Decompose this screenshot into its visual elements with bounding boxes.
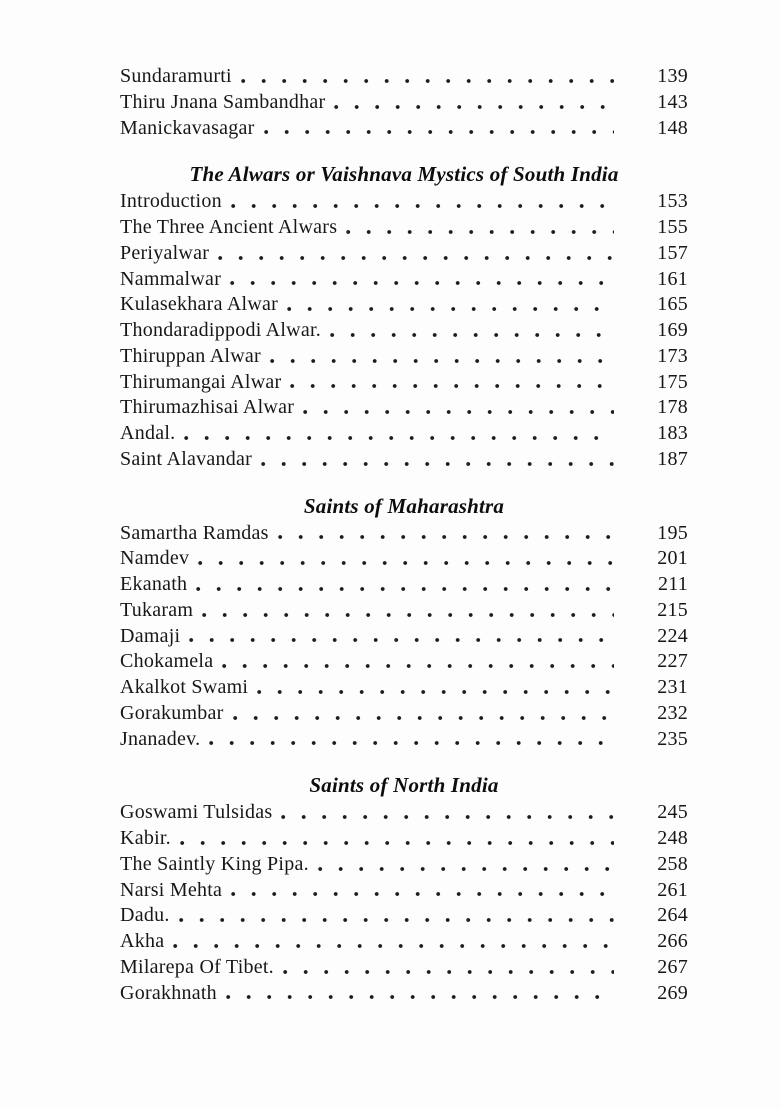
dot-leader	[270, 358, 614, 364]
entry-title: Tukaram	[120, 598, 194, 621]
section-entries	[120, 521, 688, 753]
entry-title: Thirumazhisai Alwar	[120, 396, 295, 419]
dot-leader	[261, 461, 614, 467]
entry-title: Periyalwar	[120, 241, 210, 264]
entry-page-number: 139	[657, 65, 688, 87]
toc-entry	[120, 116, 688, 142]
entry-page-number: 224	[657, 624, 688, 647]
toc-section	[120, 64, 688, 141]
dot-leader	[287, 306, 614, 312]
entry-page-number: 211	[657, 573, 688, 595]
dot-leader	[222, 663, 614, 669]
toc-entry	[120, 878, 688, 904]
entry-page-number: 201	[657, 547, 688, 570]
entry-title: Gorakhnath	[120, 981, 217, 1004]
entry-page-number: 215	[657, 598, 688, 621]
dot-leader	[231, 203, 614, 209]
section-entries	[120, 64, 688, 141]
entry-title: Samartha Ramdas	[120, 521, 269, 544]
toc-entry	[120, 344, 688, 370]
dot-leader	[318, 866, 614, 872]
entry-page-number: 269	[657, 981, 688, 1004]
toc-entry	[120, 624, 688, 650]
entry-title: Sundaramurti	[120, 65, 232, 87]
entry-title: Manickavasagar	[120, 116, 255, 139]
entry-title: Kabir.	[120, 827, 171, 849]
dot-leader	[180, 840, 614, 846]
toc-entry	[120, 929, 688, 955]
entry-page-number: 248	[657, 827, 688, 849]
toc-section	[120, 493, 688, 753]
toc	[120, 64, 688, 1006]
toc-entry	[120, 267, 688, 293]
dot-leader	[330, 332, 614, 338]
dot-leader	[346, 229, 614, 235]
toc-entry	[120, 189, 688, 215]
entry-title: Chokamela	[120, 650, 214, 673]
dot-leader	[209, 740, 614, 746]
section-entries	[120, 189, 688, 472]
entry-title: Jnanadev.	[120, 727, 201, 750]
toc-entry	[120, 955, 688, 981]
toc-entry	[120, 521, 688, 547]
dot-leader	[278, 534, 614, 540]
entry-page-number: 266	[657, 930, 688, 952]
toc-entry	[120, 64, 688, 90]
section-heading: Saints of Maharashtra	[303, 493, 505, 518]
dot-leader	[334, 104, 614, 110]
toc-entry	[120, 852, 688, 878]
entry-title: Thiru Jnana Sambandhar	[120, 90, 326, 113]
entry-page-number: 165	[657, 293, 688, 316]
toc-entry	[120, 903, 688, 929]
toc-entry	[120, 598, 688, 624]
entry-title: Narsi Mehta	[120, 878, 223, 901]
section-heading: The Alwars or Vaishnava Mystics of South India	[189, 162, 619, 187]
dot-leader	[281, 814, 614, 820]
entry-title: The Saintly King Pipa.	[120, 852, 309, 875]
toc-section	[120, 772, 688, 1006]
dot-leader	[230, 280, 614, 286]
dot-leader	[202, 612, 614, 618]
entry-page-number: 175	[657, 370, 688, 393]
toc-entry	[120, 649, 688, 675]
entry-page-number: 178	[657, 396, 688, 419]
toc-section	[120, 161, 688, 472]
toc-entry	[120, 241, 688, 267]
entry-page-number: 187	[657, 447, 688, 470]
entry-title: Gorakumbar	[120, 701, 224, 724]
entry-page-number: 148	[657, 116, 688, 139]
entry-title: Thirumangai Alwar	[120, 370, 282, 393]
entry-page-number: 169	[657, 319, 688, 341]
dot-leader	[226, 994, 614, 1000]
toc-entry	[120, 826, 688, 852]
toc-entry	[120, 395, 688, 421]
dot-leader	[173, 943, 614, 949]
entry-page-number: 245	[657, 801, 688, 824]
entry-page-number: 232	[657, 701, 688, 724]
entry-title: Goswami Tulsidas	[120, 801, 273, 824]
entry-title: The Three Ancient Alwars	[120, 216, 338, 238]
dot-leader	[218, 255, 614, 261]
entry-title: Akha	[120, 930, 165, 952]
entry-page-number: 195	[657, 521, 688, 544]
dot-leader	[257, 689, 614, 695]
toc-entry	[120, 292, 688, 318]
dot-leader	[264, 129, 614, 135]
toc-entry	[120, 800, 688, 826]
toc-entry	[120, 447, 688, 473]
entry-page-number: 161	[657, 267, 688, 290]
entry-title: Ekanath	[120, 573, 188, 595]
entry-title: Damaji	[120, 624, 181, 647]
dot-leader	[231, 891, 614, 897]
entry-title: Kulasekhara Alwar	[120, 293, 279, 316]
entry-page-number: 173	[657, 344, 688, 367]
toc-entry	[120, 318, 688, 344]
dot-leader	[241, 78, 614, 84]
dot-leader	[303, 409, 614, 415]
entry-title: Akalkot Swami	[120, 676, 249, 698]
entry-page-number: 143	[657, 90, 688, 113]
entry-page-number: 227	[657, 650, 688, 673]
entry-page-number: 157	[657, 241, 688, 264]
entry-page-number: 267	[657, 955, 688, 978]
toc-entry	[120, 421, 688, 447]
dot-leader	[189, 637, 614, 643]
toc-entry	[120, 675, 688, 701]
entry-page-number: 183	[657, 422, 688, 444]
entry-title: Milarepa Of Tibet.	[120, 955, 274, 978]
entry-title: Dadu.	[120, 904, 170, 927]
dot-leader	[184, 435, 614, 441]
toc-entry	[120, 727, 688, 753]
toc-entry	[120, 90, 688, 116]
entry-title: Namdev	[120, 547, 190, 570]
entry-title: Introduction	[120, 190, 222, 213]
entry-title: Thondaradippodi Alwar.	[120, 319, 322, 341]
toc-entry	[120, 215, 688, 241]
entry-page-number: 155	[657, 216, 688, 238]
toc-entry	[120, 701, 688, 727]
entry-title: Nammalwar	[120, 267, 222, 290]
entry-title: Thiruppan Alwar	[120, 344, 261, 367]
toc-entry	[120, 370, 688, 396]
dot-leader	[179, 917, 614, 923]
entry-page-number: 261	[657, 878, 688, 901]
entry-title: Andal.	[120, 422, 176, 444]
dot-leader	[198, 560, 614, 566]
dot-leader	[283, 969, 614, 975]
entry-page-number: 264	[657, 904, 688, 927]
section-entries	[120, 800, 688, 1006]
toc-entry	[120, 572, 688, 598]
entry-page-number: 231	[657, 676, 688, 698]
toc-entry	[120, 981, 688, 1007]
dot-leader	[196, 586, 614, 592]
dot-leader	[290, 383, 614, 389]
toc-entry	[120, 546, 688, 572]
entry-page-number: 258	[657, 852, 688, 875]
section-heading: Saints of North India	[309, 773, 499, 798]
entry-page-number: 153	[657, 190, 688, 213]
dot-leader	[233, 715, 614, 721]
entry-page-number: 235	[657, 727, 688, 750]
entry-title: Saint Alavandar	[120, 447, 253, 470]
